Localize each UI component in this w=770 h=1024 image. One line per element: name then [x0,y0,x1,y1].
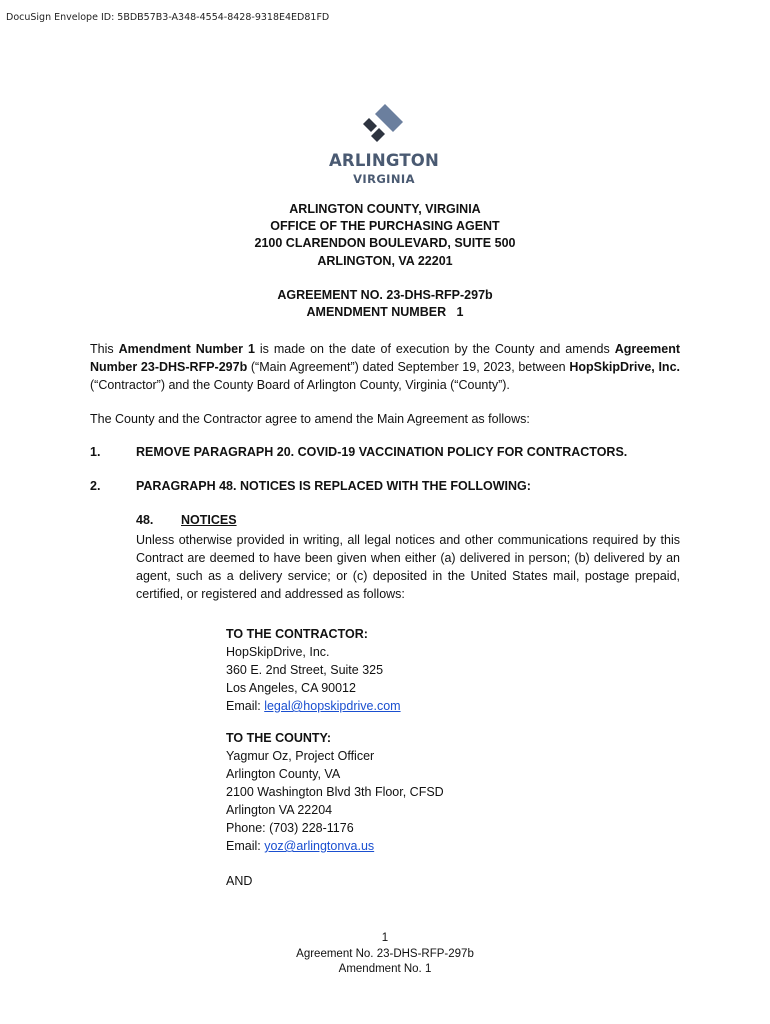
header-line-3: 2100 CLARENDON BOULEVARD, SUITE 500 [254,236,516,250]
intro-text-2: is made on the date of execution by the County and amends [254,342,615,356]
county-address [226,729,444,855]
intro-text-3: (“Main Agreement”) dated September 19, 2023, between [247,360,570,374]
amendment-number: AMENDMENT NUMBER 1 [306,305,464,319]
county-phone: Phone: (703) 228-1176 [226,821,354,835]
docusign-envelope-id: DocuSign Envelope ID: 5BDB57B3-A348-4554-8428-9318E4ED81FD [6,12,330,23]
county-street: 2100 Washington Blvd 3th Floor, CFSD [226,785,444,799]
item-2-number: 2. [90,479,101,493]
county-email-line [226,837,444,855]
county-email-link[interactable]: yoz@arlingtonva.us [264,839,375,853]
contractor-name: HopSkipDrive, Inc. [226,645,330,659]
logo-name: ARLINGTON [328,151,440,170]
intro-paragraph [90,340,680,394]
county-org: Arlington County, VA [226,767,341,781]
notices-number: 48. [136,513,154,527]
header-line-1: ARLINGTON COUNTY, VIRGINIA [289,202,481,216]
logo-subtitle: VIRGINIA [353,172,415,186]
notices-title: NOTICES [181,513,237,527]
intro-text-1: This [90,342,119,356]
contractor-street: 360 E. 2nd Street, Suite 325 [226,663,384,677]
and-text: AND [226,874,253,888]
intro-bold-amendment: Amendment Number 1 [118,342,255,356]
intro-bold-agreement: Agreement Number 23-DHS-RFP-297b [90,342,680,374]
footer-agreement: Agreement No. 23-DHS-RFP-297b [296,948,474,960]
agreement-number: AGREEMENT NO. 23-DHS-RFP-297b [277,288,493,302]
contractor-address [226,625,401,715]
contractor-email-link[interactable]: legal@hopskipdrive.com [264,699,401,713]
contractor-city: Los Angeles, CA 90012 [226,681,356,695]
item-2-text: PARAGRAPH 48. NOTICES IS REPLACED WITH THE FOLLOWING: [136,479,531,493]
agree-paragraph: The County and the Contractor agree to amend the Main Agreement as follows: [90,412,530,426]
footer-page-number: 1 [381,932,389,944]
contractor-email-label: Email: [226,699,265,713]
header-line-2: OFFICE OF THE PURCHASING AGENT [270,219,500,233]
contractor-email-line [226,697,401,715]
notices-body: Unless otherwise provided in writing, all legal notices and other communications required by this Contract are deemed to have been given when either (a) delivered in person; (b) delivered by an agent, such as a delivery service; or (c) deposited in the United States mail, postage prepaid, certified, or registered and addressed as follows: [136,533,680,601]
arlington-logo [322,100,446,190]
intro-bold-contractor: HopSkipDrive, Inc. [569,360,680,374]
intro-text-4: (“Contractor”) and the County Board of Arlington County, Virginia (“County”). [90,378,510,392]
contractor-heading: TO THE CONTRACTOR: [226,627,368,641]
item-1-text: REMOVE PARAGRAPH 20. COVID-19 VACCINATION POLICY FOR CONTRACTORS. [136,445,628,459]
item-1-number: 1. [90,445,101,459]
diamond-logo-icon [358,102,410,148]
county-contact-name: Yagmur Oz, Project Officer [226,749,375,763]
county-city: Arlington VA 22204 [226,803,333,817]
header-line-4: ARLINGTON, VA 22201 [317,254,453,268]
county-heading: TO THE COUNTY: [226,731,332,745]
county-email-label: Email: [226,839,265,853]
footer-amendment: Amendment No. 1 [338,963,432,975]
